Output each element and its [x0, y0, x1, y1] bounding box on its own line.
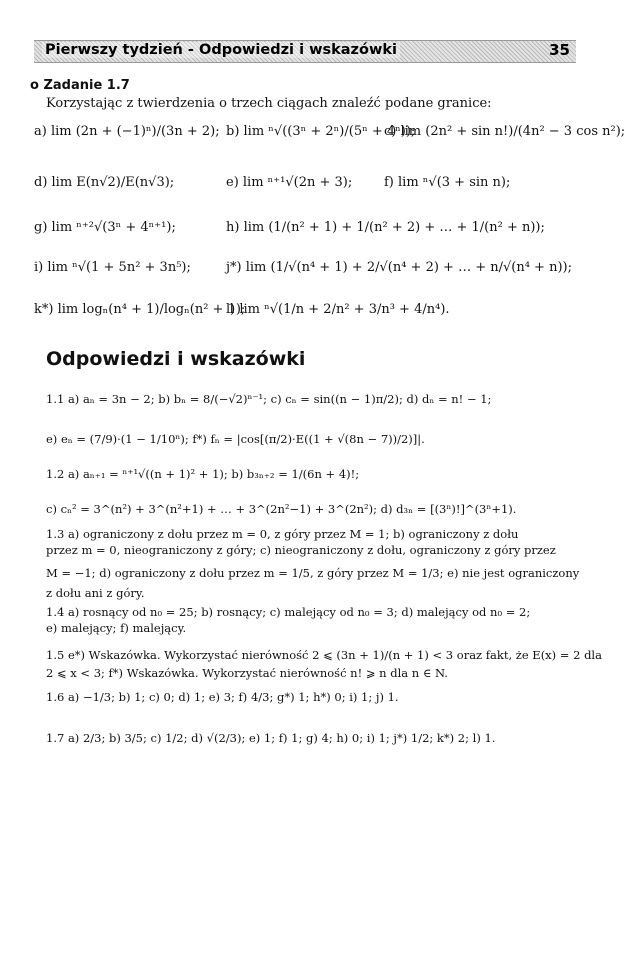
task-intro: Korzystając z twierdzenia o trzech ciągach znaleźć podane granice: [46, 96, 492, 111]
answer-1-7: 1.7 a) 2/3; b) 3/5; c) 1/2; d) √(2/3); e) 1; f) 1; g) 4; h) 0; i) 1; j*) 1/2; k*) 2; l) 1. [46, 731, 496, 745]
answer-1-2-line1: 1.2 a) aₙ₊₁ = ⁿ⁺¹√((n + 1)² + 1); b) b₃ₙ₊₂ = 1/(6n + 4)!; [46, 467, 360, 481]
header-title: Pierwszy tydzień - Odpowiedzi i wskazówki [42, 42, 400, 58]
answer-1-1-line1: 1.1 a) aₙ = 3n − 2; b) bₙ = 8/(−√2)ⁿ⁻¹; c) cₙ = sin((n − 1)π/2); d) dₙ = n! − 1; [46, 392, 492, 406]
answer-1-3-line2: przez m = 0, nieograniczony z góry; c) nieograniczony z dołu, ograniczony z góry przez [46, 543, 556, 557]
problem-g: g) lim ⁿ⁺²√(3ⁿ + 4ⁿ⁺¹); [34, 220, 176, 235]
answer-1-3-line4: z dołu ani z góry. [46, 586, 145, 600]
answer-1-5-line2: 2 ⩽ x < 3; f*) Wskazówka. Wykorzystać nierówność n! ⩾ n dla n ∈ N. [46, 666, 448, 680]
answer-1-6: 1.6 a) −1/3; b) 1; c) 0; d) 1; e) 3; f) 4/3; g*) 1; h*) 0; i) 1; j) 1. [46, 690, 399, 704]
answer-1-2-line2: c) cₙ² = 3^(n²) + 3^(n²+1) + … + 3^(2n²−1) + 3^(2n²); d) d₃ₙ = [(3ⁿ)!]^(3ⁿ+1). [46, 502, 517, 516]
problem-i: i) lim ⁿ√(1 + 5n² + 3n⁵); [34, 260, 191, 275]
problem-b: b) lim ⁿ√((3ⁿ + 2ⁿ)/(5ⁿ + 4ⁿ)); [226, 124, 416, 139]
problem-h: h) lim (1/(n² + 1) + 1/(n² + 2) + … + 1/(n² + n)); [226, 220, 545, 235]
answer-1-3-line1: 1.3 a) ograniczony z dołu przez m = 0, z góry przez M = 1; b) ograniczony z dołu [46, 527, 519, 541]
answer-1-5-line1: 1.5 e*) Wskazówka. Wykorzystać nierówność 2 ⩽ (3n + 1)/(n + 1) < 3 oraz fakt, że E(x) = 2 dla [46, 648, 602, 662]
problem-d: d) lim E(n√2)/E(n√3); [34, 175, 175, 190]
problem-c: c) lim (2n² + sin n!)/(4n² − 3 cos n²); [384, 124, 626, 139]
problem-f: f) lim ⁿ√(3 + sin n); [384, 175, 511, 190]
problem-j: j*) lim (1/√(n⁴ + 1) + 2/√(n⁴ + 2) + … + n/√(n⁴ + n)); [226, 260, 572, 275]
answer-1-3-line3: M = −1; d) ograniczony z dołu przez m = 1/5, z góry przez M = 1/3; e) nie jest ograniczony [46, 566, 580, 580]
problem-e: e) lim ⁿ⁺¹√(2n + 3); [226, 175, 353, 190]
answer-1-1-line2: e) eₙ = (7/9)·(1 − 1/10ⁿ); f*) fₙ = |cos[(π/2)·E((1 + √(8n − 7))/2)]|. [46, 432, 425, 446]
task-label: o Zadanie 1.7 [30, 78, 130, 93]
page-number: 35 [549, 41, 570, 59]
answer-1-4-line2: e) malejący; f) malejący. [46, 621, 187, 635]
problem-k: k*) lim logₙ(n⁴ + 1)/logₙ(n² + 1); [34, 302, 246, 317]
problem-a: a) lim (2n + (−1)ⁿ)/(3n + 2); [34, 124, 220, 139]
answers-heading: Odpowiedzi i wskazówki [46, 348, 306, 370]
answer-1-4-line1: 1.4 a) rosnący od n₀ = 25; b) rosnący; c) malejący od n₀ = 3; d) malejący od n₀ = 2; [46, 605, 531, 619]
problem-l: l) lim ⁿ√(1/n + 2/n² + 3/n³ + 4/n⁴). [226, 302, 450, 317]
running-header [34, 40, 576, 63]
